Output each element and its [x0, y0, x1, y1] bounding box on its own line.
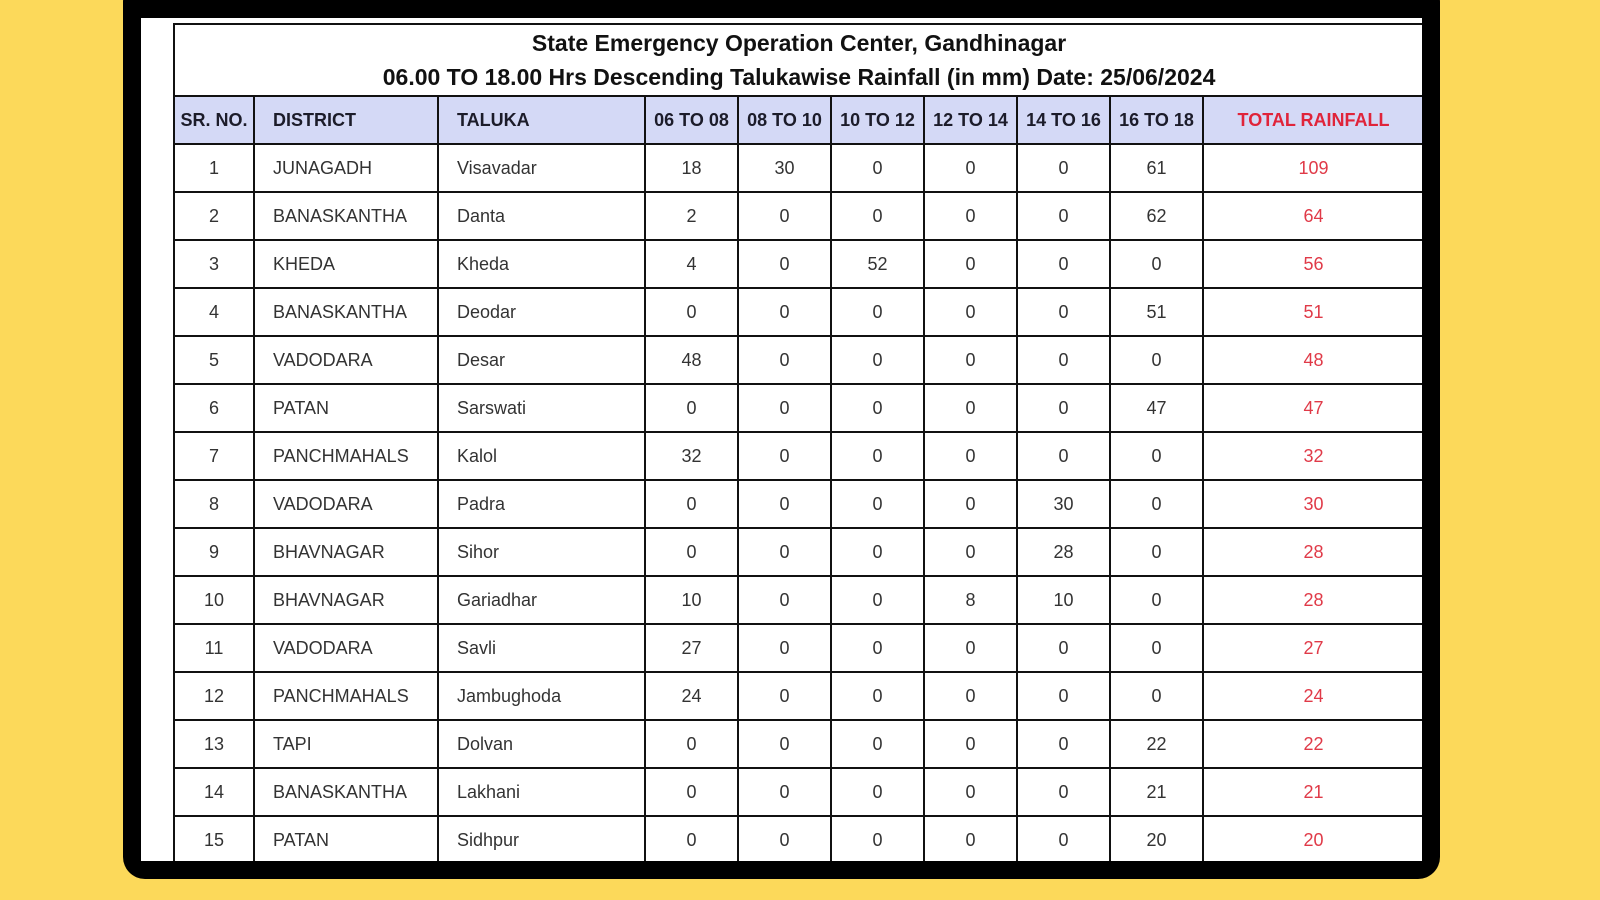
- cell-total-rainfall: 21: [1203, 768, 1422, 816]
- cell-12-14: 0: [924, 144, 1017, 192]
- cell-14-16: 30: [1017, 480, 1110, 528]
- cell-10-12: 0: [831, 672, 924, 720]
- cell-06-08: 0: [645, 480, 738, 528]
- cell-sr-no: 15: [174, 816, 254, 861]
- cell-14-16: 0: [1017, 240, 1110, 288]
- cell-sr-no: 4: [174, 288, 254, 336]
- cell-06-08: 0: [645, 384, 738, 432]
- cell-12-14: 0: [924, 816, 1017, 861]
- table-row: [174, 816, 1422, 861]
- cell-10-12: 0: [831, 528, 924, 576]
- table-row: [174, 480, 1422, 528]
- cell-taluka: Deodar: [438, 288, 645, 336]
- table-row: [174, 192, 1422, 240]
- col-header-taluka: TALUKA: [438, 96, 645, 144]
- cell-16-18: 0: [1110, 240, 1203, 288]
- cell-16-18: 0: [1110, 624, 1203, 672]
- cell-taluka: Sarswati: [438, 384, 645, 432]
- cell-total-rainfall: 30: [1203, 480, 1422, 528]
- cell-16-18: 0: [1110, 672, 1203, 720]
- cell-08-10: 0: [738, 672, 831, 720]
- cell-sr-no: 12: [174, 672, 254, 720]
- cell-10-12: 0: [831, 816, 924, 861]
- cell-district: PATAN: [254, 816, 438, 861]
- cell-14-16: 28: [1017, 528, 1110, 576]
- cell-12-14: 0: [924, 768, 1017, 816]
- cell-08-10: 0: [738, 432, 831, 480]
- cell-total-rainfall: 56: [1203, 240, 1422, 288]
- cell-district: VADODARA: [254, 624, 438, 672]
- cell-total-rainfall: 20: [1203, 816, 1422, 861]
- table-row: [174, 336, 1422, 384]
- table-row: [174, 288, 1422, 336]
- cell-08-10: 0: [738, 240, 831, 288]
- cell-sr-no: 1: [174, 144, 254, 192]
- cell-total-rainfall: 22: [1203, 720, 1422, 768]
- cell-14-16: 0: [1017, 432, 1110, 480]
- cell-taluka: Kalol: [438, 432, 645, 480]
- table-row: [174, 624, 1422, 672]
- cell-10-12: 0: [831, 576, 924, 624]
- cell-taluka: Visavadar: [438, 144, 645, 192]
- cell-06-08: 32: [645, 432, 738, 480]
- cell-total-rainfall: 64: [1203, 192, 1422, 240]
- cell-total-rainfall: 48: [1203, 336, 1422, 384]
- cell-10-12: 0: [831, 624, 924, 672]
- cell-14-16: 0: [1017, 672, 1110, 720]
- cell-08-10: 0: [738, 624, 831, 672]
- cell-16-18: 62: [1110, 192, 1203, 240]
- cell-taluka: Desar: [438, 336, 645, 384]
- cell-16-18: 0: [1110, 480, 1203, 528]
- cell-taluka: Savli: [438, 624, 645, 672]
- cell-total-rainfall: 28: [1203, 576, 1422, 624]
- table-row: [174, 144, 1422, 192]
- cell-14-16: 0: [1017, 384, 1110, 432]
- cell-sr-no: 6: [174, 384, 254, 432]
- cell-10-12: 0: [831, 720, 924, 768]
- cell-16-18: 0: [1110, 528, 1203, 576]
- table-row: [174, 528, 1422, 576]
- cell-08-10: 0: [738, 816, 831, 861]
- table-row: [174, 768, 1422, 816]
- cell-10-12: 0: [831, 480, 924, 528]
- cell-total-rainfall: 28: [1203, 528, 1422, 576]
- rainfall-table-container: [173, 23, 1422, 861]
- cell-12-14: 0: [924, 432, 1017, 480]
- cell-sr-no: 11: [174, 624, 254, 672]
- cell-district: PANCHMAHALS: [254, 432, 438, 480]
- cell-sr-no: 14: [174, 768, 254, 816]
- table-row: [174, 720, 1422, 768]
- cell-14-16: 0: [1017, 816, 1110, 861]
- table-row: [174, 576, 1422, 624]
- cell-06-08: 10: [645, 576, 738, 624]
- cell-08-10: 0: [738, 336, 831, 384]
- cell-06-08: 0: [645, 720, 738, 768]
- cell-08-10: 0: [738, 720, 831, 768]
- cell-06-08: 0: [645, 528, 738, 576]
- cell-10-12: 0: [831, 336, 924, 384]
- table-row: [174, 432, 1422, 480]
- cell-12-14: 0: [924, 336, 1017, 384]
- cell-sr-no: 13: [174, 720, 254, 768]
- cell-district: VADODARA: [254, 336, 438, 384]
- cell-16-18: 51: [1110, 288, 1203, 336]
- cell-taluka: Lakhani: [438, 768, 645, 816]
- cell-district: PANCHMAHALS: [254, 672, 438, 720]
- cell-06-08: 24: [645, 672, 738, 720]
- cell-total-rainfall: 27: [1203, 624, 1422, 672]
- cell-08-10: 0: [738, 480, 831, 528]
- cell-taluka: Gariadhar: [438, 576, 645, 624]
- cell-10-12: 0: [831, 288, 924, 336]
- document-sheet: [141, 18, 1422, 861]
- report-title-line2: 06.00 TO 18.00 Hrs Descending Talukawise Rainfall (in mm) Date: 25/06/2024: [382, 64, 1216, 90]
- col-header-08-10: 08 TO 10: [738, 96, 831, 144]
- cell-14-16: 0: [1017, 336, 1110, 384]
- col-header-12-14: 12 TO 14: [924, 96, 1017, 144]
- cell-district: JUNAGADH: [254, 144, 438, 192]
- cell-district: KHEDA: [254, 240, 438, 288]
- cell-total-rainfall: 47: [1203, 384, 1422, 432]
- cell-12-14: 0: [924, 240, 1017, 288]
- cell-16-18: 61: [1110, 144, 1203, 192]
- report-title: [174, 24, 1422, 96]
- cell-10-12: 0: [831, 144, 924, 192]
- cell-sr-no: 2: [174, 192, 254, 240]
- column-header-row: [174, 96, 1422, 144]
- cell-total-rainfall: 24: [1203, 672, 1422, 720]
- cell-12-14: 0: [924, 624, 1017, 672]
- cell-06-08: 48: [645, 336, 738, 384]
- cell-06-08: 18: [645, 144, 738, 192]
- cell-06-08: 0: [645, 288, 738, 336]
- cell-08-10: 0: [738, 192, 831, 240]
- cell-08-10: 0: [738, 384, 831, 432]
- cell-12-14: 0: [924, 672, 1017, 720]
- cell-district: VADODARA: [254, 480, 438, 528]
- cell-taluka: Padra: [438, 480, 645, 528]
- cell-12-14: 0: [924, 528, 1017, 576]
- cell-district: BHAVNAGAR: [254, 576, 438, 624]
- cell-12-14: 0: [924, 480, 1017, 528]
- cell-14-16: 0: [1017, 720, 1110, 768]
- cell-12-14: 8: [924, 576, 1017, 624]
- cell-16-18: 21: [1110, 768, 1203, 816]
- cell-10-12: 0: [831, 384, 924, 432]
- cell-08-10: 0: [738, 528, 831, 576]
- cell-district: BHAVNAGAR: [254, 528, 438, 576]
- cell-08-10: 0: [738, 288, 831, 336]
- cell-district: BANASKANTHA: [254, 768, 438, 816]
- document-frame: [123, 0, 1440, 879]
- cell-total-rainfall: 32: [1203, 432, 1422, 480]
- cell-10-12: 0: [831, 432, 924, 480]
- report-title-line1: State Emergency Operation Center, Gandhinagar: [531, 30, 1067, 56]
- cell-06-08: 0: [645, 816, 738, 861]
- cell-16-18: 0: [1110, 336, 1203, 384]
- cell-06-08: 4: [645, 240, 738, 288]
- cell-14-16: 0: [1017, 624, 1110, 672]
- cell-sr-no: 10: [174, 576, 254, 624]
- cell-10-12: 0: [831, 768, 924, 816]
- cell-taluka: Jambughoda: [438, 672, 645, 720]
- cell-taluka: Dolvan: [438, 720, 645, 768]
- cell-12-14: 0: [924, 384, 1017, 432]
- cell-12-14: 0: [924, 192, 1017, 240]
- table-body: [174, 144, 1422, 861]
- cell-08-10: 0: [738, 768, 831, 816]
- cell-06-08: 27: [645, 624, 738, 672]
- cell-14-16: 0: [1017, 192, 1110, 240]
- cell-district: TAPI: [254, 720, 438, 768]
- rainfall-table: [173, 23, 1422, 861]
- col-header-sr-no: SR. NO.: [174, 96, 254, 144]
- cell-16-18: 0: [1110, 576, 1203, 624]
- col-header-14-16: 14 TO 16: [1017, 96, 1110, 144]
- col-header-district: DISTRICT: [254, 96, 438, 144]
- table-row: [174, 240, 1422, 288]
- cell-12-14: 0: [924, 720, 1017, 768]
- cell-sr-no: 8: [174, 480, 254, 528]
- cell-taluka: Kheda: [438, 240, 645, 288]
- table-row: [174, 384, 1422, 432]
- cell-district: BANASKANTHA: [254, 192, 438, 240]
- cell-16-18: 0: [1110, 432, 1203, 480]
- col-header-total-rainfall: TOTAL RAINFALL: [1203, 96, 1422, 144]
- cell-16-18: 47: [1110, 384, 1203, 432]
- cell-06-08: 2: [645, 192, 738, 240]
- cell-sr-no: 5: [174, 336, 254, 384]
- cell-10-12: 0: [831, 192, 924, 240]
- cell-12-14: 0: [924, 288, 1017, 336]
- cell-10-12: 52: [831, 240, 924, 288]
- cell-08-10: 0: [738, 576, 831, 624]
- cell-district: BANASKANTHA: [254, 288, 438, 336]
- cell-14-16: 10: [1017, 576, 1110, 624]
- cell-taluka: Danta: [438, 192, 645, 240]
- cell-total-rainfall: 51: [1203, 288, 1422, 336]
- cell-14-16: 0: [1017, 288, 1110, 336]
- cell-16-18: 22: [1110, 720, 1203, 768]
- cell-sr-no: 3: [174, 240, 254, 288]
- cell-taluka: Sidhpur: [438, 816, 645, 861]
- cell-14-16: 0: [1017, 144, 1110, 192]
- cell-taluka: Sihor: [438, 528, 645, 576]
- cell-08-10: 30: [738, 144, 831, 192]
- col-header-16-18: 16 TO 18: [1110, 96, 1203, 144]
- cell-sr-no: 9: [174, 528, 254, 576]
- cell-district: PATAN: [254, 384, 438, 432]
- table-row: [174, 672, 1422, 720]
- cell-total-rainfall: 109: [1203, 144, 1422, 192]
- cell-06-08: 0: [645, 768, 738, 816]
- cell-sr-no: 7: [174, 432, 254, 480]
- cell-14-16: 0: [1017, 768, 1110, 816]
- col-header-10-12: 10 TO 12: [831, 96, 924, 144]
- cell-16-18: 20: [1110, 816, 1203, 861]
- col-header-06-08: 06 TO 08: [645, 96, 738, 144]
